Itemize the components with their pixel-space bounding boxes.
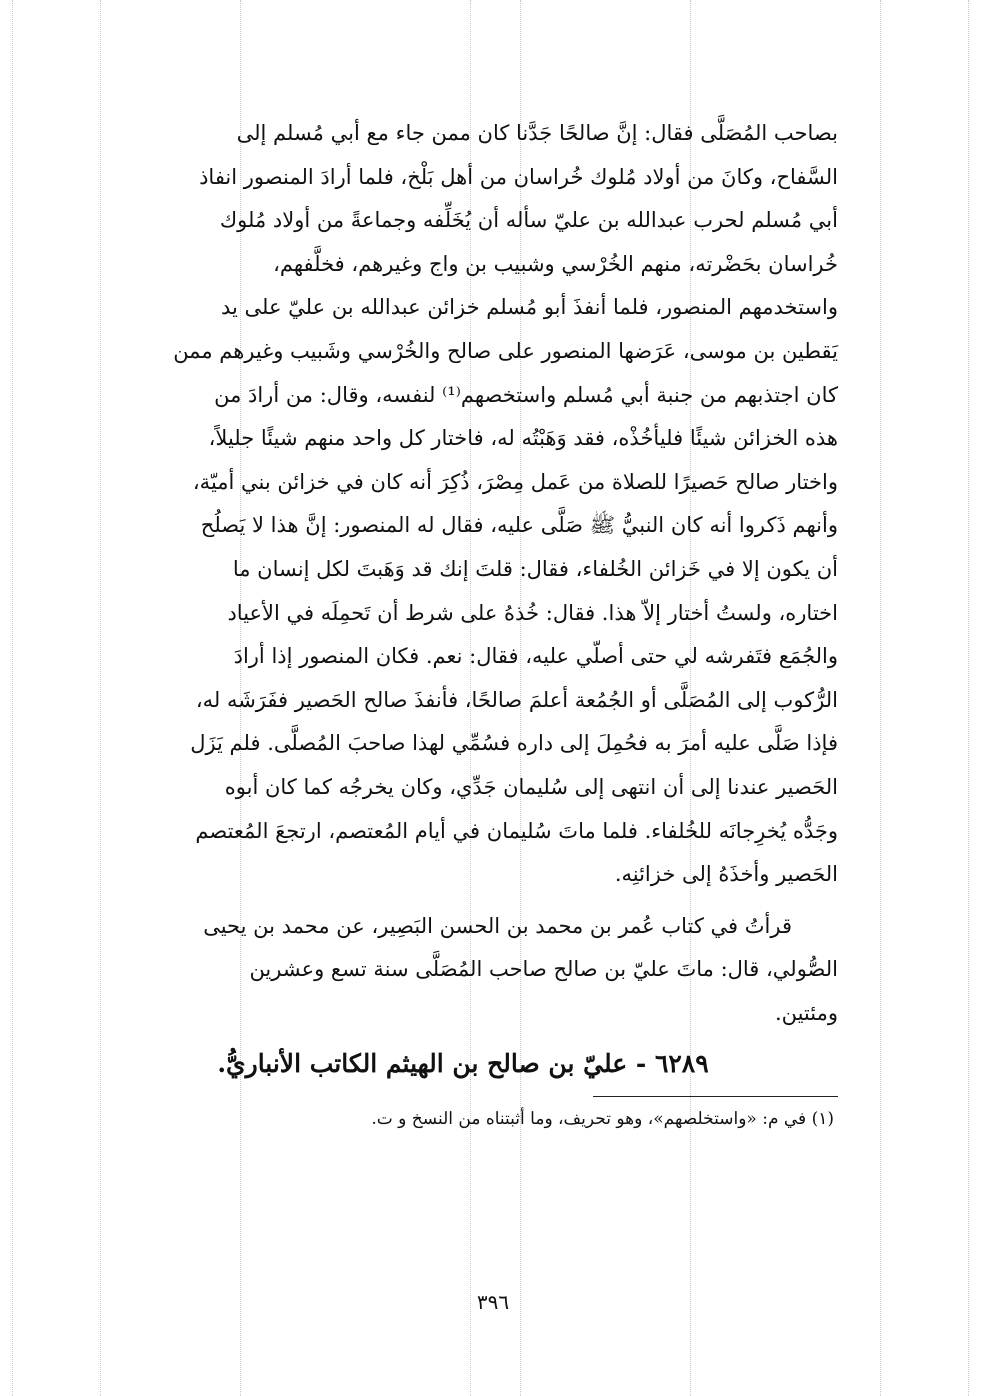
text-line: اختاره، ولستُ أختار إلاّ هذا. فقال: خُذهُ على شرط أن تَحمِلَه في الأعياد [227,600,838,625]
paragraph-citation [128,905,838,1036]
text-line: واستخدمهم المنصور، فلما أنفذَ أبو مُسلم خزائن عبدالله بن عليّ على يد [220,295,838,320]
text-line: خُراسان بحَضْرته، منهم الخُرْسي وشبيب بن واج وغيرهم، فخلَّفهم، [273,251,838,276]
entry-heading: ٦٢٨٩ - عليّ بن صالح بن الهيثم الكاتب الأنباريُّ. [217,1049,709,1079]
text-line: هذه الخزائن شيئًا فليأخُذْه، فقد وَهَبْتُه له، فاختار كل واحد منهم شيئًا جليلاً، [208,426,838,451]
page-content [128,112,838,1129]
text-line: وجَدُّه يُخرِجانَه للخُلفاء. فلما ماتَ سُليمان في أيام المُعتصم، ارتجعَ المُعتصم [195,818,838,843]
scan-guide-line [968,0,969,1396]
page-number: ٣٩٦ [476,1290,510,1314]
scan-guide-line [12,0,13,1396]
text-line: والجُمَع فتَفرشه لي حتى أصلّي عليه، فقال: نعم. فكان المنصور إذا أرادَ [233,644,838,669]
scan-guide-line [100,0,101,1396]
text-line: الصُّولي، قال: ماتَ عليّ بن صالح صاحب المُصَلَّى سنة تسع وعشرين [249,957,838,982]
text-line: أن يكون إلا في خَزائن الخُلفاء، فقال: قلتَ إنك قد وَهَبتَ لكل إنسان ما [232,556,838,581]
text-line: يَقطين بن موسى، عَرَضها المنصور على صالح والخُرْسي وشَبيب وغيرهم ممن [173,338,838,363]
text-line: الرُّكوب إلى المُصَلَّى أو الجُمُعة أعلمَ صالحًا، فأنفذَ صالح الحَصير ففَرَشَه له، [195,687,838,712]
scan-guide-line [880,0,881,1396]
text-line: كان اجتذبهم من جنبة أبي مُسلم واستخصهم⁽¹⁾ لنفسه، وقال: من أرادَ من [214,382,838,407]
text-line: أبي مُسلم لحرب عبدالله بن عليّ سأله أن يُخَلِّفه وجماعةً من أولاد مُلوك [219,208,838,233]
text-line: وأنهم ذَكروا أنه كان النبيُّ ﷺ صَلَّى عليه، فقال له المنصور: إنَّ هذا لا يَصلُح [200,513,838,538]
footnote-divider [593,1096,838,1097]
text-line: بصاحب المُصَلَّى فقال: إنَّ صالحًا جَدَّنا كان ممن جاء مع أبي مُسلم إلى [236,121,838,145]
text-line: فإذا صَلَّى عليه أمرَ به فحُمِلَ إلى داره فسُمِّي لهذا صاحبَ المُصلَّى. فلم يَزَل [190,731,838,756]
text-line: واختار صالح حَصيرًا للصلاة من عَمل مِصْرَ، ذُكِرَ أنه كان في خزائن بني أميّة، [192,469,838,494]
text-line: ومئتين. [774,1000,838,1025]
footnote: (١) في م: «واستخلصهم»، وهو تحريف، وما أثبتناه من النسخ و ت. [371,1109,834,1130]
text-line: الحَصير وأخذَهُ إلى خزائنِه. [614,862,838,887]
text-line: السَّفاح، وكانَ من أولاد مُلوك خُراسان من أهل بَلْخ، فلما أرادَ المنصور انفاذ [199,164,838,189]
text-line: الحَصير عندنا إلى أن انتهى إلى سُليمان جَدِّي، وكان يخرجُه كما كان أبوه [224,774,838,799]
text-line: قرأتُ في كتاب عُمر بن محمد بن الحسن البَصِير، عن محمد بن يحيى [203,913,792,938]
paragraph-main [128,112,838,897]
